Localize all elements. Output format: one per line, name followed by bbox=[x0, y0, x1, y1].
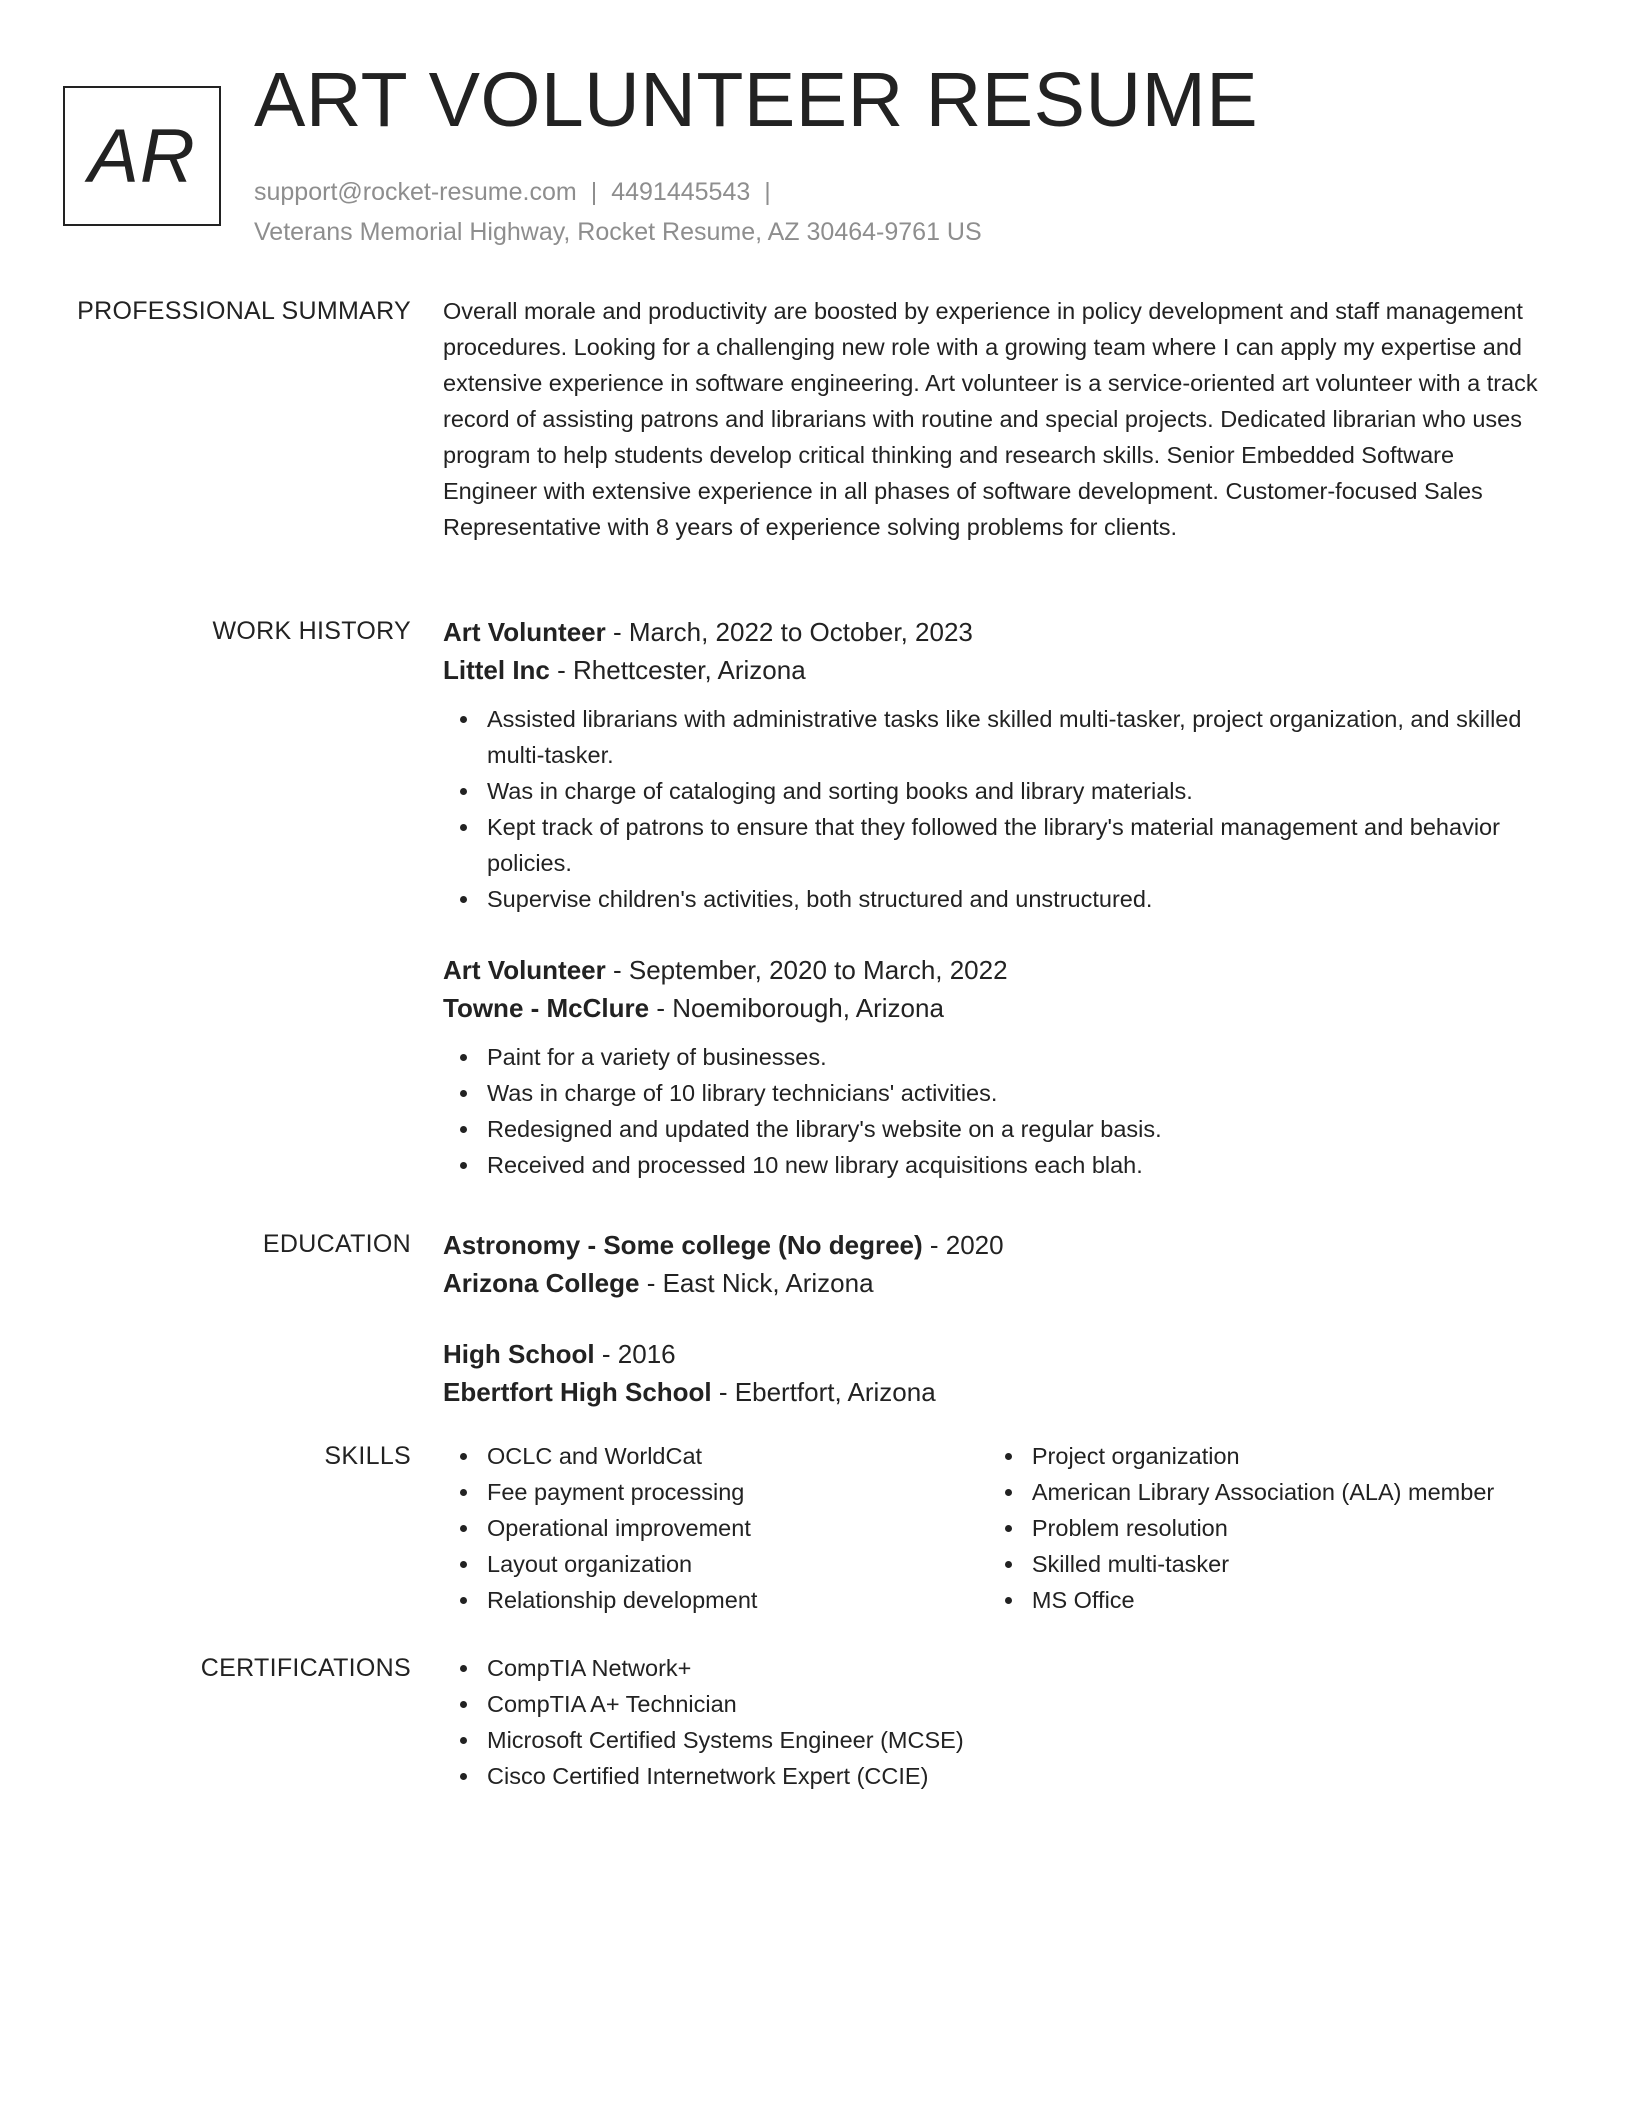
skills-column-1 bbox=[443, 1438, 988, 1618]
monogram-logo bbox=[63, 86, 221, 226]
certification-item: CompTIA Network+ bbox=[487, 1650, 1553, 1686]
job-entry bbox=[443, 613, 1553, 917]
skill-item: Layout organization bbox=[487, 1546, 988, 1582]
summary-text: Overall morale and productivity are boosted by experience in policy development and staff management procedures. Looking for a challenging new role with a growing team where I can apply my expertise and extensive experience in software engineering. Art volunteer is a service-oriented art volunteer with a track record of assisting patrons and librarians with routine and special projects. Dedicated librarian who uses program to help students develop critical thinking and research skills. Senior Embedded Software Engineer with extensive experience in all phases of software development. Customer-focused Sales Representative with 8 years of experience solving problems for clients. bbox=[443, 298, 1538, 540]
skill-item: Relationship development bbox=[487, 1582, 988, 1618]
skill-item: MS Office bbox=[1032, 1582, 1553, 1618]
monogram-initials: AR bbox=[88, 113, 196, 199]
education-location: - Ebertfort, Arizona bbox=[711, 1377, 936, 1407]
job-role-line bbox=[443, 613, 1553, 651]
education-school: Ebertfort High School bbox=[443, 1377, 712, 1407]
job-bullet: Paint for a variety of businesses. bbox=[487, 1039, 1553, 1075]
skill-item: Project organization bbox=[1032, 1438, 1553, 1474]
certifications-list bbox=[443, 1650, 1553, 1794]
job-employer-line bbox=[443, 651, 1553, 689]
skill-item: Skilled multi-tasker bbox=[1032, 1546, 1553, 1582]
skill-item: Fee payment processing bbox=[487, 1474, 988, 1510]
section-title-certifications: CERTIFICATIONS bbox=[200, 1654, 411, 1682]
job-employer: Littel Inc bbox=[443, 655, 550, 685]
job-bullet: Assisted librarians with administrative tasks like skilled multi-tasker, project organization, and skilled multi-tasker. bbox=[487, 701, 1553, 773]
skill-item: Operational improvement bbox=[487, 1510, 988, 1546]
contact-separator: | bbox=[764, 178, 771, 206]
skill-item: OCLC and WorldCat bbox=[487, 1438, 988, 1474]
education-degree-line bbox=[443, 1335, 1553, 1373]
work-history-body bbox=[443, 613, 1553, 1183]
certification-item: Microsoft Certified Systems Engineer (MCSE) bbox=[487, 1722, 1553, 1758]
education-school-line bbox=[443, 1373, 1553, 1411]
education-school-line bbox=[443, 1264, 1553, 1302]
job-bullets bbox=[443, 1039, 1553, 1183]
contact-email[interactable]: support@rocket-resume.com bbox=[254, 178, 577, 206]
job-bullets bbox=[443, 701, 1553, 917]
job-bullet: Was in charge of 10 library technicians' activities. bbox=[487, 1075, 1553, 1111]
education-year: - 2020 bbox=[922, 1230, 1004, 1260]
skills-body bbox=[443, 1438, 1553, 1618]
resume-title: ART VOLUNTEER RESUME bbox=[254, 57, 1259, 143]
job-dates: - March, 2022 to October, 2023 bbox=[605, 617, 973, 647]
certification-item: CompTIA A+ Technician bbox=[487, 1686, 1553, 1722]
job-dates: - September, 2020 to March, 2022 bbox=[605, 955, 1008, 985]
summary-body bbox=[443, 293, 1553, 545]
education-degree: Astronomy - Some college (No degree) bbox=[443, 1230, 923, 1260]
job-employer: Towne - McClure bbox=[443, 993, 650, 1023]
education-entry bbox=[443, 1335, 1553, 1411]
certification-item: Cisco Certified Internetwork Expert (CCIE) bbox=[487, 1758, 1553, 1794]
certifications-body bbox=[443, 1650, 1553, 1794]
education-year: - 2016 bbox=[594, 1339, 676, 1369]
job-entry bbox=[443, 951, 1553, 1183]
section-title-skills: SKILLS bbox=[324, 1442, 411, 1470]
contact-phone[interactable]: 4491445543 bbox=[611, 178, 751, 206]
contact-address: Veterans Memorial Highway, Rocket Resume, AZ 30464-9761 US bbox=[254, 218, 982, 246]
job-bullet: Kept track of patrons to ensure that they followed the library's material management and behavior policies. bbox=[487, 809, 1553, 881]
job-location: - Noemiborough, Arizona bbox=[649, 993, 944, 1023]
education-body bbox=[443, 1226, 1553, 1411]
education-entry bbox=[443, 1226, 1553, 1302]
section-title-summary: PROFESSIONAL SUMMARY bbox=[77, 297, 411, 325]
job-bullet: Was in charge of cataloging and sorting books and library materials. bbox=[487, 773, 1553, 809]
job-location: - Rhettcester, Arizona bbox=[549, 655, 806, 685]
skill-item: Problem resolution bbox=[1032, 1510, 1553, 1546]
job-bullet: Redesigned and updated the library's website on a regular basis. bbox=[487, 1111, 1553, 1147]
contact-line-1 bbox=[254, 172, 982, 212]
section-title-education: EDUCATION bbox=[262, 1230, 411, 1258]
contact-separator: | bbox=[590, 178, 598, 206]
skill-item: American Library Association (ALA) member bbox=[1032, 1474, 1553, 1510]
education-degree: High School bbox=[443, 1339, 595, 1369]
job-role: Art Volunteer bbox=[443, 955, 606, 985]
section-title-work-history: WORK HISTORY bbox=[212, 617, 411, 645]
job-employer-line bbox=[443, 989, 1553, 1027]
education-degree-line bbox=[443, 1226, 1553, 1264]
job-role-line bbox=[443, 951, 1553, 989]
skills-column-2 bbox=[988, 1438, 1553, 1618]
contact-info bbox=[254, 172, 982, 252]
job-bullet: Received and processed 10 new library acquisitions each blah. bbox=[487, 1147, 1553, 1183]
education-school: Arizona College bbox=[443, 1268, 640, 1298]
job-bullet: Supervise children's activities, both structured and unstructured. bbox=[487, 881, 1553, 917]
job-role: Art Volunteer bbox=[443, 617, 606, 647]
education-location: - East Nick, Arizona bbox=[639, 1268, 874, 1298]
